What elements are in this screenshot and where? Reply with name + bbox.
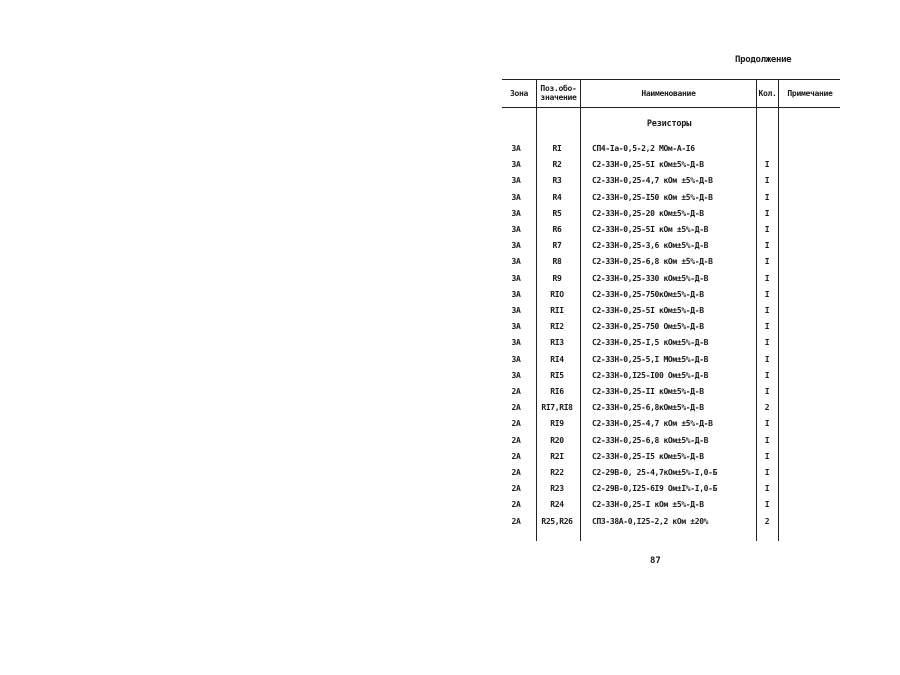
cell-quantity: I — [764, 225, 770, 234]
cell-position: R25,R26 — [541, 516, 573, 526]
header-position — [537, 79, 580, 107]
cell-zone: 3A — [511, 225, 521, 234]
cell-position: RI3 — [550, 338, 564, 348]
cell-quantity: I — [764, 354, 770, 364]
table-row — [502, 449, 840, 465]
cell-name: С2-33Н-0,25-750 Ом±5%-Д-В — [592, 322, 704, 332]
table-row — [502, 141, 840, 157]
cell-position: RI5 — [550, 370, 564, 380]
cell-quantity: I — [764, 370, 770, 380]
table-header-border — [502, 107, 840, 108]
header-position-line1: Поз.обо- — [540, 84, 577, 93]
page-number: 87 — [650, 556, 661, 566]
cell-zone: 2A — [511, 500, 521, 510]
table-row — [502, 319, 840, 335]
cell-quantity: I — [764, 208, 770, 218]
table-row — [502, 173, 840, 189]
cell-quantity: I — [764, 435, 770, 445]
cell-name: С2-33Н-0,25-4,7 кОм ±5%-Д-В — [592, 419, 713, 429]
cell-quantity: I — [764, 419, 770, 429]
cell-position: R20 — [550, 435, 564, 445]
table-row — [502, 206, 840, 222]
cell-name: С2-33Н-0,25-I50 кОм ±5%-Д-В — [592, 192, 713, 202]
table-row — [502, 238, 840, 254]
cell-quantity: I — [764, 338, 770, 348]
cell-name: С2-33Н-0,25-5I кОм±5%-Д-В — [592, 160, 704, 170]
cell-zone: 2A — [511, 516, 521, 526]
header-note: Примечание — [787, 88, 833, 98]
table-row — [502, 352, 840, 368]
cell-zone: 3A — [511, 241, 521, 251]
cell-position: R9 — [552, 273, 562, 283]
cell-name: СП3-38А-0,I25-2,2 кОм ±20% — [592, 516, 709, 526]
parts-table — [502, 79, 840, 541]
cell-position: R22 — [550, 468, 564, 477]
table-row — [502, 222, 840, 238]
cell-zone: 3A — [511, 176, 521, 186]
table-row — [502, 335, 840, 351]
table-row — [502, 287, 840, 303]
table-row — [502, 271, 840, 287]
cell-position: RI2 — [550, 322, 564, 332]
cell-position: R3 — [552, 176, 562, 186]
cell-position: RIO — [550, 289, 564, 299]
table-row — [502, 368, 840, 384]
header-zone: Зона — [509, 88, 529, 98]
cell-zone: 3A — [511, 257, 521, 267]
section-title: Резисторы — [646, 119, 692, 129]
cell-name: С2-33Н-0,25-3,6 кОм±5%-Д-В — [592, 241, 709, 251]
cell-name: С2-33Н-0,25-I кОм ±5%-Д-В — [592, 500, 704, 510]
cell-name: С2-33Н-0,25-I5 кОм±5%-Д-В — [592, 451, 704, 461]
cell-zone: 3A — [511, 192, 521, 202]
cell-zone: 2A — [511, 419, 521, 429]
continuation-label: Продолжение — [735, 55, 792, 65]
cell-quantity: I — [764, 451, 770, 461]
cell-name: С2-33Н-0,25-I,5 кОм±5%-Д-В — [592, 338, 709, 348]
cell-position: R4 — [552, 192, 562, 202]
cell-position: R2 — [552, 160, 562, 170]
table-row — [502, 497, 840, 513]
table-row — [502, 400, 840, 416]
cell-zone: 2A — [511, 451, 521, 461]
table-row — [502, 303, 840, 319]
cell-position: RI — [552, 144, 562, 153]
cell-name: С2-33Н-0,25-330 кОм±5%-Д-В — [592, 273, 709, 283]
header-name: Наименование — [641, 88, 696, 98]
cell-zone: 3A — [511, 322, 521, 332]
cell-quantity: I — [764, 468, 770, 477]
cell-position: RI7,RI8 — [541, 403, 573, 413]
cell-name: С2-33Н-0,25-4,7 кОм ±5%-Д-В — [592, 176, 713, 186]
header-position-line2: значение — [540, 93, 577, 102]
cell-position: R7 — [552, 241, 562, 251]
cell-name: С2-33Н-0,25-5I кОм ±5%-Д-В — [592, 225, 709, 234]
cell-name: С2-33Н-0,25-6,8 кОм±5%-Д-В — [592, 435, 709, 445]
cell-zone: 3A — [511, 338, 521, 348]
cell-position: RI6 — [550, 387, 564, 396]
table-row — [502, 190, 840, 206]
table-row — [502, 433, 840, 449]
cell-name: С2-33Н-0,25-5I кОм±5%-Д-В — [592, 306, 704, 315]
cell-quantity: 2 — [764, 516, 770, 526]
cell-quantity: I — [764, 500, 770, 510]
table-row — [502, 514, 840, 530]
cell-quantity: I — [764, 289, 770, 299]
cell-name: С2-33Н-0,25-6,8 кОм ±5%-Д-В — [592, 257, 713, 267]
cell-name: С2-29В-0, 25-4,7кОм±5%-I,0-Б — [592, 468, 718, 477]
cell-name: С2-33Н-0,25-5,I МОм±5%-Д-В — [592, 354, 709, 364]
cell-zone: 3A — [511, 370, 521, 380]
cell-quantity: I — [764, 257, 770, 267]
cell-zone: 3A — [511, 160, 521, 170]
cell-zone: 2A — [511, 387, 521, 396]
cell-name: СП4-Ia-0,5-2,2 МОм-А-I6 — [592, 144, 695, 153]
cell-position: R23 — [550, 484, 564, 494]
cell-quantity: I — [764, 306, 770, 315]
cell-name: С2-33Н-0,25-6,8кОм±5%-Д-В — [592, 403, 704, 413]
cell-quantity: 2 — [764, 403, 770, 413]
cell-zone: 3A — [511, 289, 521, 299]
cell-zone: 3A — [511, 306, 521, 315]
table-row — [502, 384, 840, 400]
table-row — [502, 254, 840, 270]
cell-quantity: I — [764, 176, 770, 186]
cell-zone: 2A — [511, 403, 521, 413]
cell-name: С2-33Н-0,I25-I00 Ом±5%-Д-В — [592, 370, 709, 380]
cell-zone: 3A — [511, 144, 521, 153]
cell-quantity: I — [764, 484, 770, 494]
cell-zone: 3A — [511, 354, 521, 364]
table-row — [502, 157, 840, 173]
header-quantity: Кол. — [758, 88, 777, 98]
table-row — [502, 481, 840, 497]
cell-quantity: I — [764, 273, 770, 283]
table-row — [502, 465, 840, 481]
cell-position: R8 — [552, 257, 562, 267]
cell-quantity: I — [764, 192, 770, 202]
cell-zone: 2A — [511, 484, 521, 494]
cell-zone: 3A — [511, 273, 521, 283]
cell-zone: 2A — [511, 435, 521, 445]
cell-position: R2I — [550, 451, 564, 461]
cell-quantity: I — [764, 322, 770, 332]
cell-name: С2-33Н-0,25-20 кОм±5%-Д-В — [592, 208, 704, 218]
cell-position: R6 — [552, 225, 562, 234]
cell-zone: 2A — [511, 468, 521, 477]
cell-position: RI9 — [550, 419, 564, 429]
cell-zone: 3A — [511, 208, 521, 218]
cell-position: RII — [550, 306, 564, 315]
cell-position: R24 — [550, 500, 564, 510]
cell-position: RI4 — [550, 354, 564, 364]
cell-quantity: I — [764, 160, 770, 170]
cell-quantity: I — [764, 387, 770, 396]
cell-name: С2-33Н-0,25-II кОм±5%-Д-В — [592, 387, 704, 396]
cell-name: С2-29В-0,I25-6I9 Ом±I%-I,0-Б — [592, 484, 718, 494]
cell-name: С2-33Н-0,25-750кОм±5%-Д-В — [592, 289, 704, 299]
table-row — [502, 416, 840, 432]
cell-position: R5 — [552, 208, 562, 218]
cell-quantity: I — [764, 241, 770, 251]
